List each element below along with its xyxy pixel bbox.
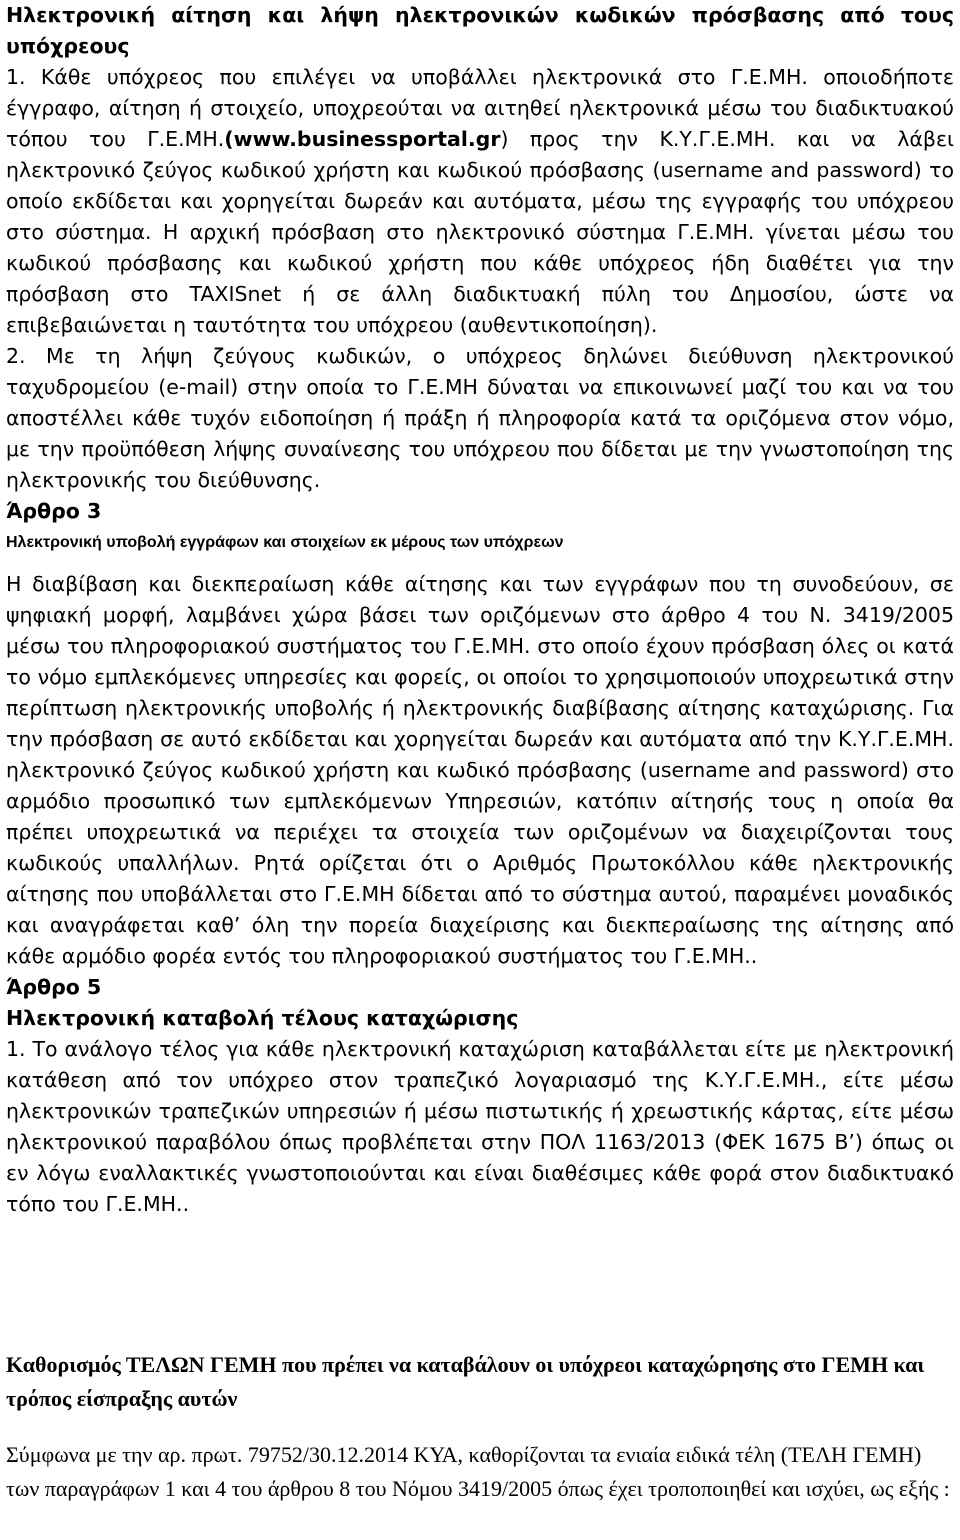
intro-paragraph-1-rest: ) προς την Κ.Υ.Γ.Ε.ΜΗ. και να λάβει ηλεκτρονικό ζεύγος κωδικού χρήστη και κωδικού πρόσβασης (username and password) το οποίο εκδίδεται και χορηγείται δωρεάν και αυτόματα, μέσω της εγγραφής του υπόχρεου στο σύστημα. Η αρχική πρόσβαση στο ηλεκτρονικό σύστημα Γ.Ε.ΜΗ. γίνεται μέσω του κωδικού πρόσβασης και κωδικού χρήστη που κάθε υπόχρεος ήδη διαθέτει για την πρόσβαση στο TAXISnet ή σε άλλη διαδικτυακή πύλη του Δημοσίου, ώστε να επιβεβαιώνεται η ταυτότητα του υπόχρεου (αυθεντικοποίηση).	[6, 127, 954, 337]
article-5-subtitle: Ηλεκτρονική καταβολή τέλους καταχώρισης	[6, 1006, 519, 1030]
intro-paragraph-1	[6, 62, 954, 341]
article-3-title: Άρθρο 3	[6, 499, 102, 523]
document-page	[6, 0, 954, 1220]
article-3-text: Η διαβίβαση και διεκπεραίωση κάθε αίτησης και των εγγράφων που τη συνοδεύουν, σε ψηφιακή μορφή, λαμβάνει χώρα βάσει των οριζόμενων στο άρθρο 4 του Ν. 3419/2005 μέσω του πληροφοριακού συστήματος του Γ.Ε.ΜΗ. στο οποίο έχουν πρόσβαση όλες οι κατά το νόμο εμπλεκόμενες υπηρεσίες και φορείς, οι οποίοι το χρησιμοποιούν υποχρεωτικά στην περίπτωση ηλεκτρονικής υποβολής ή ηλεκτρονικής διαβίβασης αίτησης καταχώρισης. Για την πρόσβαση σε αυτό εκδίδεται και χορηγείται δωρεάν και αυτόματα από την Κ.Υ.Γ.Ε.ΜΗ. ηλεκτρονικό ζεύγος κωδικού χρήστη και κωδικό πρόσβασης (username and password) στο αρμόδιο προσωπικό των εμπλεκόμενων Υπηρεσιών, κατόπιν αίτησής τους η οποία θα πρέπει υποχρεωτικά να περιέχει τα στοιχεία των οριζομένων να διαχειρίζονται τους κωδικούς υπαλλήλων. Ρητά ορίζεται ότι ο Αριθμός Πρωτοκόλλου κάθε ηλεκτρονικής αίτησης που υποβάλλεται στο Γ.Ε.ΜΗ δίδεται από το σύστημα αυτού, παραμένει μοναδικός και αναγράφεται καθ’ όλη την πορεία διαχείρισης και διεκπεραίωσης της αίτησης από κάθε αρμόδιο φορέα εντός του πληροφοριακού συστήματος του Γ.Ε.ΜΗ..	[6, 572, 954, 968]
fees-text-section	[6, 1438, 954, 1506]
intro-paragraph-2: 2. Με τη λήψη ζεύγους κωδικών, ο υπόχρεος δηλώνει διεύθυνση ηλεκτρονικού ταχυδρομείου (e-mail) στην οποία το Γ.Ε.ΜΗ δύναται να επικοινωνεί μαζί του και να του αποστέλλει κάθε τυχόν ειδοποίηση ή πράξη ή πληροφορία κατά τα οριζόμενα στον νόμο, με την προϋπόθεση λήψης συναίνεσης του υπόχρεου που δίδεται με την γνωστοποίηση της ηλεκτρονικής του διεύθυνσης.	[6, 344, 954, 492]
article-5-text: 1. Το ανάλογο τέλος για κάθε ηλεκτρονική καταχώριση καταβάλλεται είτε με ηλεκτρονική κατάθεση από τον υπόχρεο στον τραπεζικό λογαριασμό της Κ.Υ.Γ.Ε.ΜΗ., είτε μέσω ηλεκτρονικών τραπεζικών υπηρεσιών ή μέσω πιστωτικής ή χρεωστικής κάρτας, είτε μέσω ηλεκτρονικού παραβόλου όπως προβλέπεται στην ΠΟΛ 1163/2013 (ΦΕΚ 1675 Β’) όπως οι εν λόγω εναλλακτικές γνωστοποιούνται και είναι διαθέσιμες κάθε φορά στον διαδικτυακό τόπο του Γ.Ε.ΜΗ..	[6, 1037, 954, 1216]
fees-heading: Καθορισμός ΤΕΛΩΝ ΓΕΜΗ που πρέπει να καταβάλουν οι υπόχρεοι καταχώρησης στο ΓΕΜΗ και τρόπος είσπραξης αυτών	[6, 1352, 925, 1411]
intro-paragraph-1-start: 1. Κάθε υπόχρεος που επιλέγει να υποβάλλει ηλεκτρονικά στο Γ.Ε.ΜΗ. οποιοδήποτε έγγραφο, αίτηση ή στοιχείο, υποχρεούται να αιτηθεί ηλεκτρονικά μέσω του διαδικτυακού τόπου του Γ.Ε.ΜΗ.	[6, 65, 954, 151]
businessportal-link[interactable]: (www.businessportal.gr	[224, 127, 501, 151]
article-3-subtitle: Ηλεκτρονική υποβολή εγγράφων και στοιχείων εκ μέρους των υπόχρεων	[6, 534, 564, 551]
fees-section	[6, 1348, 954, 1416]
fees-text: Σύμφωνα με την αρ. πρωτ. 79752/30.12.2014 ΚΥΑ, καθορίζονται τα ενιαία ειδικά τέλη (ΤΕΛΗ ΓΕΜΗ) των παραγράφων 1 και 4 του άρθρου 8 του Νόμου 3419/2005 όπως έχει τροποποιηθεί και ισχύει, ως εξής :	[6, 1442, 950, 1501]
article-5-title: Άρθρο 5	[6, 975, 102, 999]
intro-heading: Ηλεκτρονική αίτηση και λήψη ηλεκτρονικών κωδικών πρόσβασης από τους υπόχρεους	[6, 3, 954, 58]
